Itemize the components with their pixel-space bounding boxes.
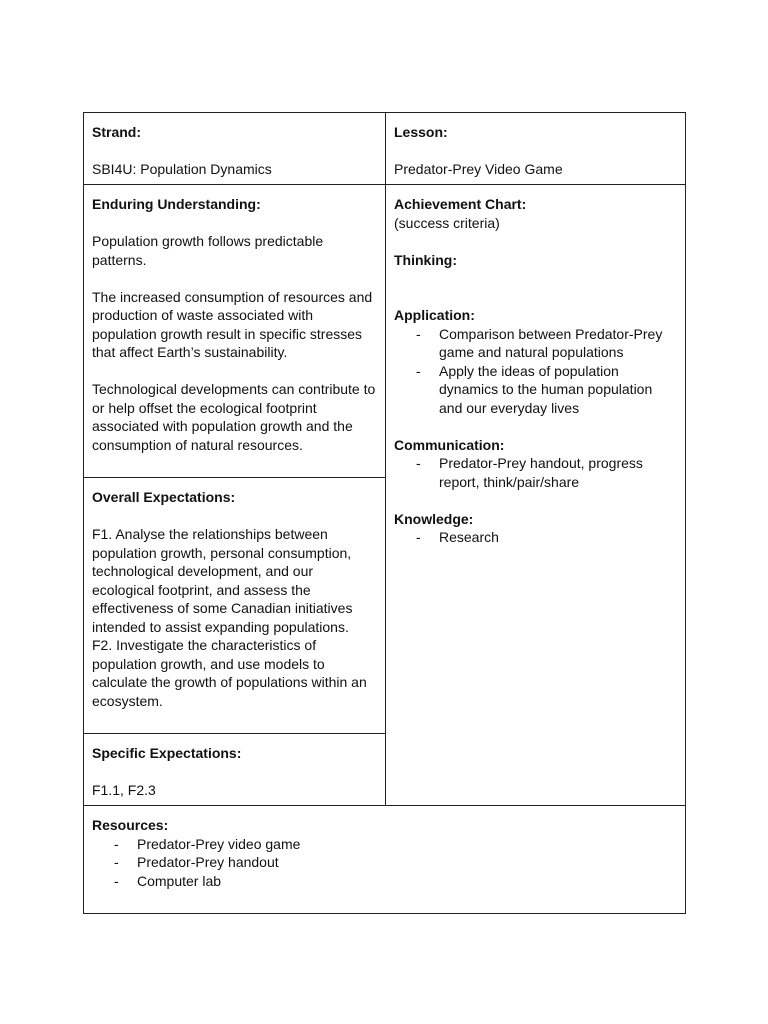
- achievement-chart-subheading: (success criteria): [394, 214, 500, 231]
- communication-heading: Communication:: [394, 436, 505, 453]
- enduring-paragraph: Population growth follows predictable patterns.: [92, 233, 324, 268]
- knowledge-list: [394, 528, 677, 547]
- resources-cell: [83, 805, 686, 914]
- enduring-understanding-cell: [83, 184, 386, 478]
- resources-list: [92, 835, 677, 891]
- overall-expectations-cell: [83, 477, 386, 734]
- achievement-chart-heading: Achievement Chart:: [394, 196, 527, 212]
- list-item: - Predator-Prey handout: [92, 853, 677, 872]
- overall-expectation-f1: F1. Analyse the relationships between population growth, personal consumption, technological development, and our ecological footprint, and assess the effectiveness of some Canadian initiatives intended to assist expanding populations.: [92, 526, 353, 635]
- strand-cell: [83, 112, 386, 185]
- resources-heading: Resources:: [92, 817, 169, 833]
- list-item: - Apply the ideas of population dynamics to the human population and our everyday lives: [394, 362, 677, 418]
- application-heading: Application:: [394, 307, 475, 323]
- lesson-plan-table: [83, 112, 686, 914]
- enduring-paragraph: The increased consumption of resources and production of waste associated with population growth result in specific stresses that affect Earth’s sustainability.: [92, 288, 373, 360]
- thinking-heading: Thinking:: [394, 251, 457, 268]
- achievement-chart-cell: [385, 184, 686, 806]
- communication-list: [394, 454, 677, 491]
- overall-expectation-f2: F2. Investigate the characteristics of population growth, and use models to calculate the growth of populations within an ecosystem.: [92, 637, 367, 709]
- list-item: - Comparison between Predator-Prey game and natural populations: [394, 325, 677, 362]
- specific-expectations-heading: Specific Expectations:: [92, 745, 242, 761]
- lesson-value: Predator-Prey Video Game: [394, 161, 563, 177]
- strand-heading: Strand:: [92, 124, 141, 140]
- list-item: - Research: [394, 528, 677, 547]
- lesson-cell: [385, 112, 686, 185]
- strand-value: SBI4U: Population Dynamics: [92, 161, 272, 177]
- enduring-paragraph: Technological developments can contribute to or help offset the ecological footprint associated with population growth and the consumption of natural resources.: [92, 381, 376, 453]
- list-item: - Computer lab: [92, 872, 677, 891]
- enduring-understanding-heading: Enduring Understanding:: [92, 196, 261, 212]
- list-item: - Predator-Prey handout, progress report, think/pair/share: [394, 454, 677, 491]
- overall-expectations-heading: Overall Expectations:: [92, 489, 236, 505]
- application-list: [394, 325, 677, 418]
- specific-expectations-value: F1.1, F2.3: [92, 782, 156, 798]
- lesson-heading: Lesson:: [394, 124, 448, 140]
- list-item: - Predator-Prey video game: [92, 835, 677, 854]
- knowledge-heading: Knowledge:: [394, 510, 474, 527]
- specific-expectations-cell: [83, 733, 386, 806]
